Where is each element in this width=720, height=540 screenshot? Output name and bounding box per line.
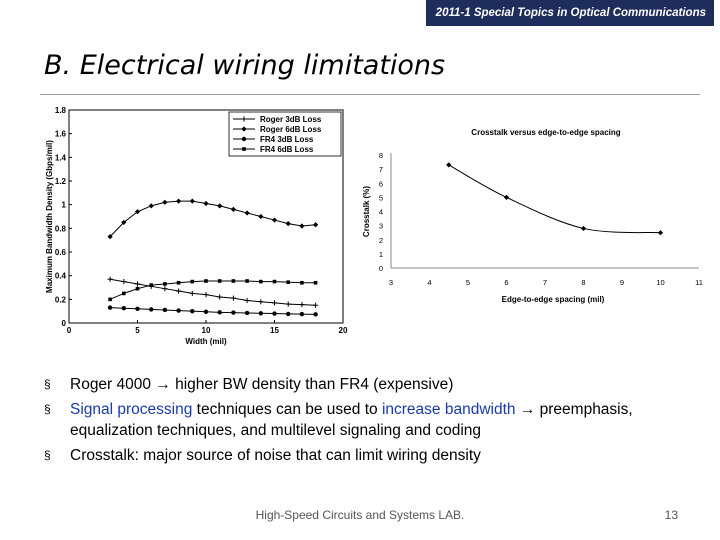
bw-legend-marker-3 [242,147,246,151]
bullet-text: increase bandwidth [381,401,516,418]
xt-xtick-label-8: 11 [695,278,703,287]
xt-xaxis-title: Edge-to-edge spacing (mil) [501,295,605,304]
bw-point-3-8 [218,279,222,283]
bw-ytick-label-7: 1.4 [54,153,66,163]
xt-xtick-label-7: 10 [656,278,665,287]
bw-ytick-label-8: 1.6 [54,129,66,139]
bw-xtick-label-0: 0 [66,326,72,335]
bw-point-2-7 [204,310,208,314]
bw-point-2-5 [176,308,180,312]
bw-series-line-2 [110,308,316,315]
bw-point-1-15 [313,222,318,227]
bw-point-2-4 [163,308,167,312]
bullet-marker: § [44,377,51,391]
bw-point-2-9 [231,310,235,314]
slide-title: B. Electrical wiring limitations [44,50,446,81]
bw-ytick-label-6: 1.2 [54,177,66,186]
xt-ytick-label-8: 8 [378,151,383,160]
xt-point-0-0 [446,162,451,167]
xt-series-line-0 [449,165,661,233]
page-number: 13 [664,508,678,522]
bw-point-1-9 [231,207,236,212]
bullet-item [44,445,692,466]
bandwidth-density-chart [40,104,360,352]
bw-point-0-10 [245,298,250,303]
bw-series-line-3 [110,281,316,299]
bw-legend-label-0: Roger 3dB Loss [260,115,322,124]
bullet-marker: § [44,448,51,462]
bw-legend-label-1: Roger 6dB Loss [260,125,322,134]
bw-point-0-13 [286,301,291,306]
bw-point-0-11 [258,299,263,304]
bw-point-1-10 [245,210,250,215]
bw-point-2-13 [286,312,290,316]
xt-ytick-label-5: 5 [378,193,383,203]
bw-legend-label-3: FR4 6dB Loss [260,145,314,154]
xt-ytick-label-3: 3 [378,221,383,231]
bw-point-0-6 [190,291,195,296]
bw-point-1-11 [258,214,263,219]
bw-xtick-label-4: 20 [338,326,348,335]
bw-ytick-label-4: 0.8 [54,224,66,234]
xt-xtick-label-4: 7 [542,278,548,287]
bw-xtick-label-1: 5 [135,326,140,335]
bw-yaxis-title: Maximum Bandwidth Density (Gbps/mil) [45,140,54,293]
arrow-icon: → [519,401,536,418]
bw-ytick-label-9: 1.8 [54,106,66,115]
bw-point-2-14 [300,312,304,316]
bw-point-2-0 [108,305,112,309]
bullet-item [44,399,692,441]
bw-point-0-9 [231,296,236,301]
bw-point-1-8 [217,203,222,208]
bw-point-2-10 [245,311,249,315]
xt-point-0-1 [504,195,509,200]
bullet-item [44,374,692,395]
bullet-text: techniques can be used to [192,401,382,418]
bullet-text: preemphasis, equalization techniques, and multilevel signaling and coding [70,401,633,439]
bw-legend [229,112,341,156]
bw-point-0-2 [135,281,140,286]
bw-point-3-11 [259,280,263,284]
footer-lab-name: High-Speed Circuits and Systems LAB. [255,508,465,522]
bw-point-3-7 [204,279,208,283]
bw-point-1-7 [203,201,208,206]
xt-yaxis-title: Crosstalk (%) [362,185,371,238]
xt-ytick-label-4: 4 [378,207,383,217]
xt-xtick-label-0: 3 [388,278,394,287]
bw-ytick-label-2: 0.4 [54,271,66,281]
bw-ytick-label-5: 1 [61,200,66,210]
bw-point-1-5 [176,199,181,204]
bw-point-0-8 [217,294,222,299]
xt-point-0-3 [658,230,663,235]
bullet-text: higher BW density than FR4 (expensive) [170,376,454,393]
bw-ytick-label-3: 0.6 [54,248,66,257]
bullet-list [44,374,692,470]
bw-point-1-14 [299,223,304,228]
course-header-tag: 2011-1 Special Topics in Optical Communications [426,0,714,26]
bw-point-3-13 [286,280,290,284]
bw-point-1-6 [190,199,195,204]
bw-xtick-label-2: 10 [201,326,211,335]
crosstalk-chart [356,118,706,312]
bw-point-3-1 [122,292,126,296]
arrow-icon: → [155,376,171,393]
bw-point-0-5 [176,288,181,293]
bw-point-3-2 [136,287,140,291]
bullet-text: Crosstalk: major source of noise that can limit wiring density [70,447,481,464]
bw-point-3-9 [232,279,236,283]
bw-point-3-0 [108,298,112,302]
xt-ytick-label-6: 6 [378,179,383,189]
bw-point-3-4 [163,282,167,286]
xt-ytick-label-0: 0 [378,264,383,273]
bw-point-0-4 [162,286,167,291]
xt-ytick-label-1: 1 [378,249,383,259]
bw-series-line-1 [110,201,316,237]
bullet-text: Signal processing [70,401,193,418]
bw-series-1 [108,199,319,240]
xt-point-0-2 [581,226,586,231]
bw-point-3-12 [273,280,277,284]
bw-point-2-15 [313,312,317,316]
bw-point-0-12 [272,300,277,305]
bw-point-3-10 [245,279,249,283]
bw-series-line-0 [110,279,316,305]
xt-xtick-label-5: 8 [581,278,586,287]
bw-point-2-6 [190,309,194,313]
bw-point-0-7 [203,292,208,297]
bw-series-3 [108,279,317,301]
bw-point-1-3 [149,203,154,208]
xt-ytick-label-7: 7 [378,165,383,175]
bw-point-0-15 [313,303,318,308]
bw-point-2-3 [149,307,153,311]
bw-point-2-12 [272,311,276,315]
bw-point-0-1 [121,279,126,284]
bw-point-3-5 [177,281,181,285]
bw-point-2-11 [259,311,263,315]
xt-xtick-label-2: 5 [465,278,471,287]
bw-legend-label-2: FR4 3dB Loss [260,135,314,144]
title-divider [40,94,700,95]
xt-ytick-label-2: 2 [378,235,383,245]
bw-point-1-13 [286,221,291,226]
bw-point-2-8 [218,310,222,314]
bw-point-0-0 [108,277,113,282]
bw-point-2-1 [122,306,126,310]
bullet-text: Roger 4000 [70,376,156,393]
bw-xtick-label-3: 15 [270,326,279,335]
bw-legend-marker-2 [242,137,246,141]
bw-point-3-6 [191,280,195,284]
bw-point-3-14 [300,281,304,285]
bw-point-0-14 [299,302,304,307]
bw-ytick-label-1: 0.2 [54,295,66,305]
bw-xaxis-title: Width (mil) [185,337,227,346]
bw-point-3-15 [314,281,318,285]
xt-series-0 [446,162,663,235]
bw-point-2-2 [135,307,139,311]
bw-series-2 [108,305,318,316]
xt-chart-title: Crosstalk versus edge-to-edge spacing [471,128,621,137]
bw-point-3-3 [149,283,153,287]
xt-xtick-label-1: 4 [427,278,432,287]
bw-ytick-label-0: 0 [61,319,66,328]
bullet-marker: § [44,402,51,416]
xt-xtick-label-6: 9 [619,278,625,287]
xt-xtick-label-3: 6 [504,278,509,287]
bw-point-1-4 [162,200,167,205]
bw-point-1-12 [272,217,277,222]
